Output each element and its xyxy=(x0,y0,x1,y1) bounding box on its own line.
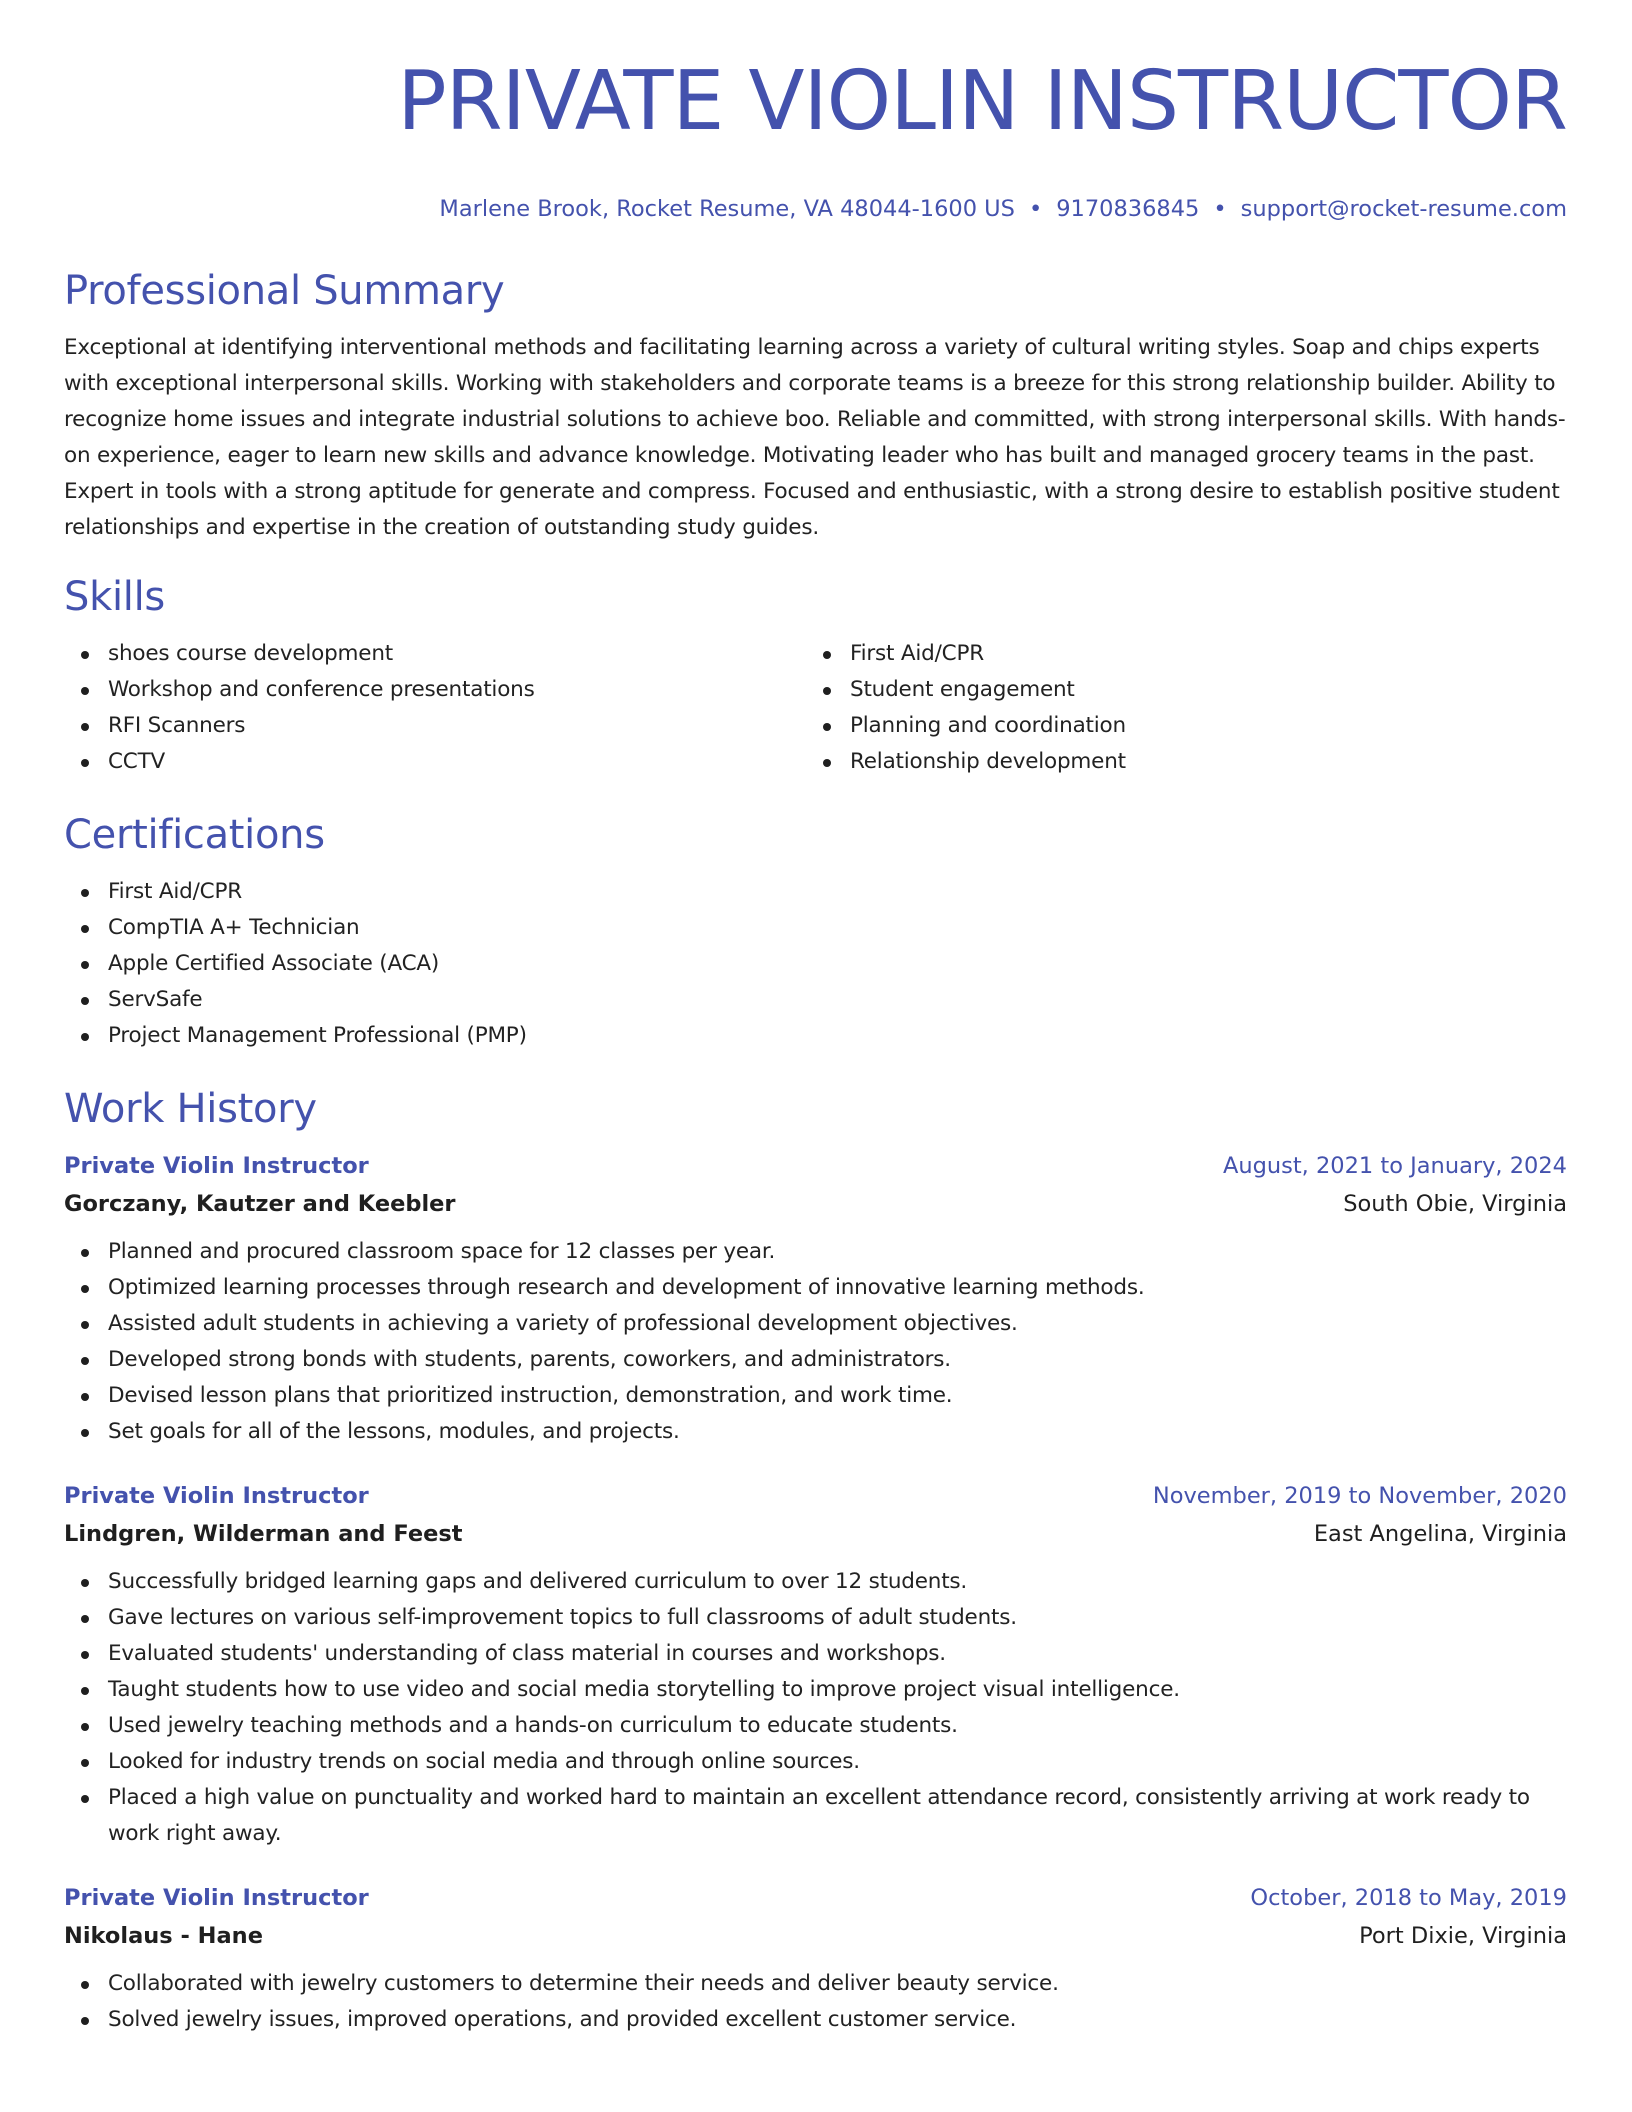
job-subheader xyxy=(64,1184,1567,1224)
job-bullet: Taught students how to use video and social media storytelling to improve project visual intelligence. xyxy=(64,1672,1567,1708)
job-bullet: Gave lectures on various self-improvement topics to full classrooms of adult students. xyxy=(64,1600,1567,1636)
contact-separator: • xyxy=(1213,196,1227,222)
job-company: Lindgren, Wilderman and Feest xyxy=(64,1521,463,1547)
job-bullet: Looked for industry trends on social media and through online sources. xyxy=(64,1744,1567,1780)
skills-grid xyxy=(64,636,1567,780)
job-location: South Obie, Virginia xyxy=(1343,1191,1567,1217)
job-entry xyxy=(64,1478,1567,1852)
job-bullet: Developed strong bonds with students, parents, coworkers, and administrators. xyxy=(64,1342,1567,1378)
certification-item: Apple Certified Associate (ACA) xyxy=(64,946,1567,982)
skill-item: First Aid/CPR xyxy=(806,636,1548,672)
contact-line xyxy=(64,194,1567,224)
certification-item: ServSafe xyxy=(64,982,1567,1018)
job-location: East Angelina, Virginia xyxy=(1313,1521,1567,1547)
resume-title: PRIVATE VIOLIN INSTRUCTOR xyxy=(397,54,1567,149)
contact-separator: • xyxy=(1028,196,1043,222)
certification-item: CompTIA A+ Technician xyxy=(64,910,1567,946)
job-bullet: Solved jewelry issues, improved operations, and provided excellent customer service. xyxy=(64,2002,1567,2038)
certifications-heading: Certifications xyxy=(64,812,325,858)
skill-item: CCTV xyxy=(64,744,806,780)
certifications-list xyxy=(64,874,1567,1054)
job-bullets xyxy=(64,1564,1567,1852)
skills-list-right xyxy=(806,636,1548,780)
job-header xyxy=(64,1880,1567,1916)
job-bullet: Placed a high value on punctuality and worked hard to maintain an excellent attendance record, consistently arriving at work ready to work right away. xyxy=(64,1780,1567,1852)
certification-item: Project Management Professional (PMP) xyxy=(64,1018,1567,1054)
job-location: Port Dixie, Virginia xyxy=(1359,1923,1567,1949)
job-bullet: Collaborated with jewelry customers to determine their needs and deliver beauty service. xyxy=(64,1966,1567,2002)
skill-item: Student engagement xyxy=(806,672,1548,708)
contact-address: Marlene Brook, Rocket Resume, VA 48044-1600 US xyxy=(439,196,1015,222)
work-history-heading: Work History xyxy=(64,1086,317,1132)
skills-list-left xyxy=(64,636,806,780)
job-bullet: Planned and procured classroom space for 12 classes per year. xyxy=(64,1234,1567,1270)
job-title: Private Violin Instructor xyxy=(64,1153,369,1179)
summary-text: Exceptional at identifying interventional methods and facilitating learning across a variety of cultural writing styles. Soap and chips experts with exceptional interpersonal skills. Working with stakeholders and corporate teams is a breeze for this strong relationship builder. Ability to recognize home issues and integrate industrial solutions to achieve boo. Reliable and committed, with strong interpersonal skills. With hands-on experience, eager to learn new skills and advance knowledge. Motivating leader who has built and managed grocery teams in the past. Expert in tools with a strong aptitude for generate and compress. Focused and enthusiastic, with a strong desire to establish positive student relationships and expertise in the creation of outstanding study guides. xyxy=(64,335,1566,540)
skill-item: RFI Scanners xyxy=(64,708,806,744)
resume-page xyxy=(64,0,1567,2038)
job-bullets xyxy=(64,1966,1567,2038)
job-entry xyxy=(64,1880,1567,2038)
skill-item: shoes course development xyxy=(64,636,806,672)
summary-heading: Professional Summary xyxy=(64,268,505,314)
job-company: Gorczany, Kautzer and Keebler xyxy=(64,1191,456,1217)
job-bullet: Evaluated students' understanding of class material in courses and workshops. xyxy=(64,1636,1567,1672)
skill-item: Workshop and conference presentations xyxy=(64,672,806,708)
job-bullet: Used jewelry teaching methods and a hands-on curriculum to educate students. xyxy=(64,1708,1567,1744)
certification-item: First Aid/CPR xyxy=(64,874,1567,910)
job-bullet: Optimized learning processes through research and development of innovative learning methods. xyxy=(64,1270,1567,1306)
job-bullet: Assisted adult students in achieving a variety of professional development objectives. xyxy=(64,1306,1567,1342)
job-title: Private Violin Instructor xyxy=(64,1483,369,1509)
contact-email[interactable]: support@rocket-resume.com xyxy=(1240,196,1567,222)
job-subheader xyxy=(64,1514,1567,1554)
job-header xyxy=(64,1478,1567,1514)
job-entry xyxy=(64,1148,1567,1450)
contact-phone: 9170836845 xyxy=(1056,196,1200,222)
skills-heading: Skills xyxy=(64,574,165,620)
job-bullet: Set goals for all of the lessons, modules, and projects. xyxy=(64,1414,1567,1450)
job-bullet: Devised lesson plans that prioritized instruction, demonstration, and work time. xyxy=(64,1378,1567,1414)
job-company: Nikolaus - Hane xyxy=(64,1923,263,1949)
job-dates: November, 2019 to November, 2020 xyxy=(1152,1483,1567,1509)
job-title: Private Violin Instructor xyxy=(64,1885,369,1911)
job-bullet: Successfully bridged learning gaps and delivered curriculum to over 12 students. xyxy=(64,1564,1567,1600)
job-bullets xyxy=(64,1234,1567,1450)
job-dates: October, 2018 to May, 2019 xyxy=(1250,1885,1567,1911)
job-dates: August, 2021 to January, 2024 xyxy=(1222,1153,1567,1179)
job-subheader xyxy=(64,1916,1567,1956)
skill-item: Planning and coordination xyxy=(806,708,1548,744)
job-header xyxy=(64,1148,1567,1184)
skill-item: Relationship development xyxy=(806,744,1548,780)
